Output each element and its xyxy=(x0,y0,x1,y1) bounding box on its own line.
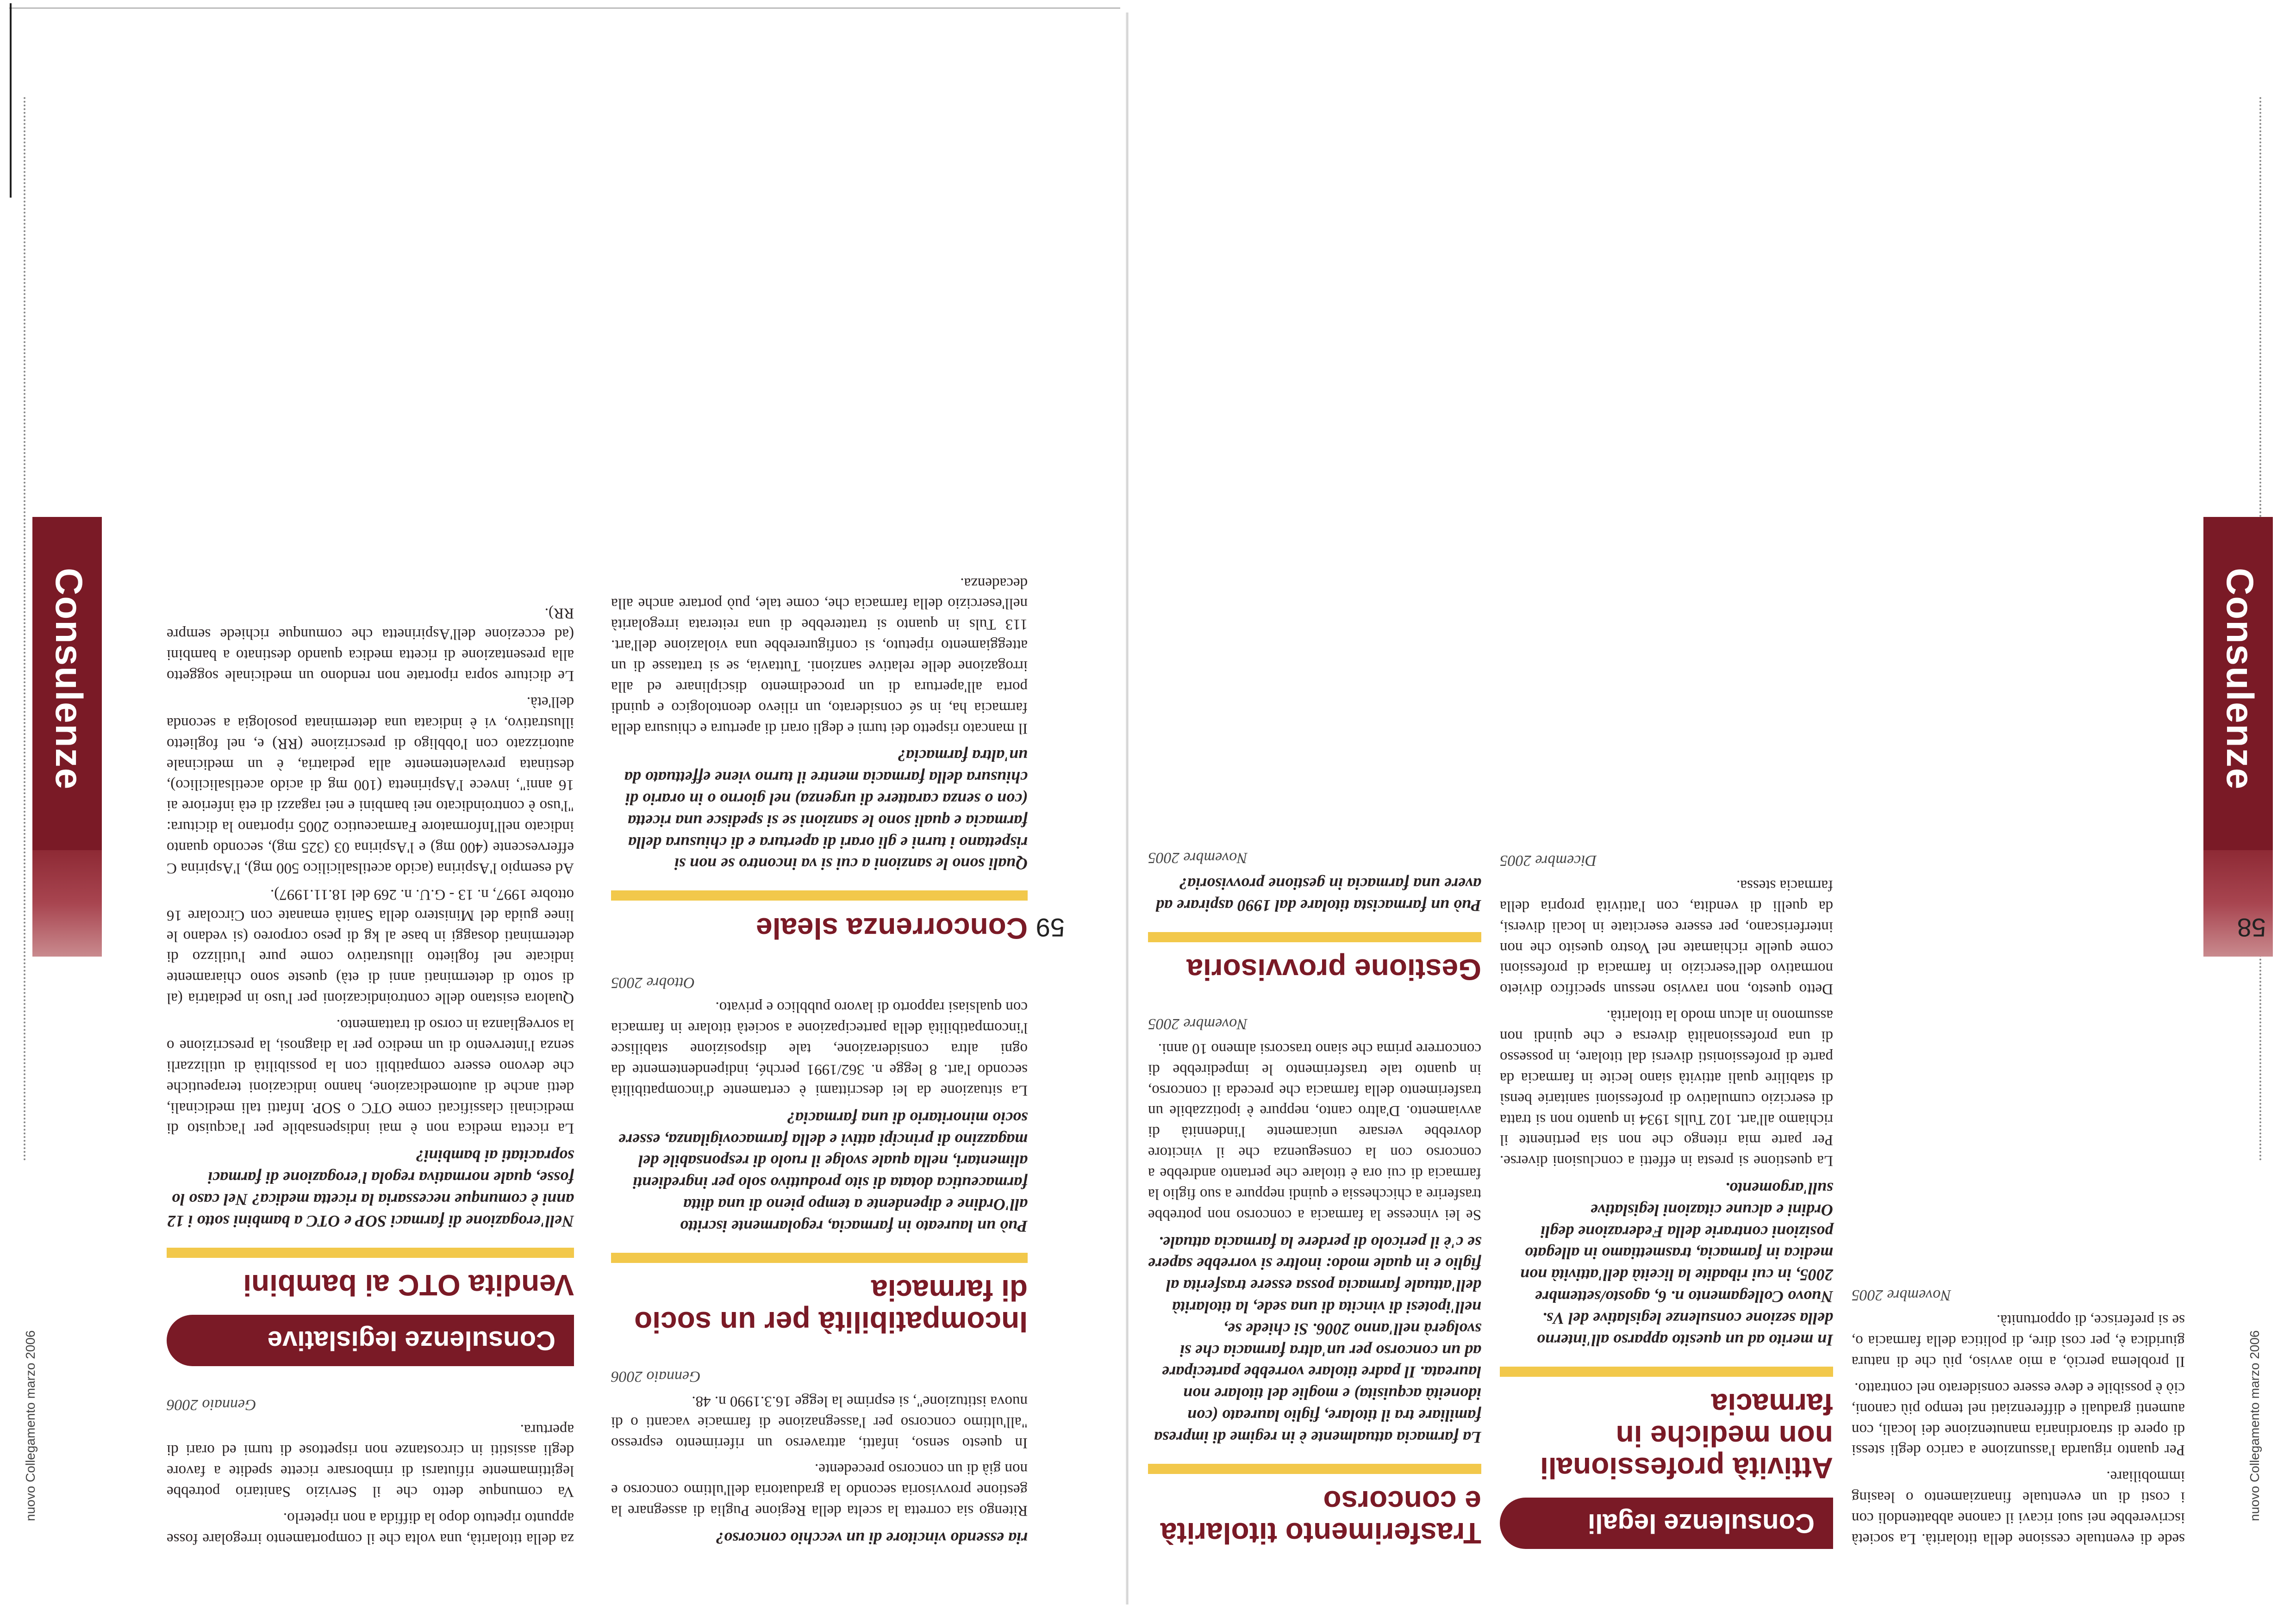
paragraph: Per quanto riguarda l'assunzione a carico degli stessi di opere di straordinaria manutenzione dei locali, con aumenti graduali e differenziati nel tempo più canoni, ciò è possibile e deve essere considerato nel contratto. xyxy=(1852,1379,2185,1459)
column-2 xyxy=(1500,822,1833,1549)
running-head: nuovo Collegamento marzo 2006 xyxy=(23,1330,37,1521)
scan-mark xyxy=(10,3,12,198)
title-accent-bar xyxy=(167,1248,574,1258)
paragraph: La ricetta medica non è mai indispensabile per l'acquisto di medicinali classificati come OTC o SOP. Infatti tali medicinali, detti anche di automedicazione, hanno indicazioni terapeutiche che devono essere compatibili con la possibilità di utilizzarli senza l'intervento di un medico per la diagnosi, la prescrizione o la sorveglianza in corso di trattamento. xyxy=(167,1016,574,1137)
dotted-rule xyxy=(24,96,25,1160)
section-banner: Consulenze legali xyxy=(1500,1498,1833,1549)
paragraph: Le diciture sopra riportate non rendono un medicinale soggetto alla presentazione di ricetta medica quando destinato a bambini (ad eccezione dell'Aspirinetta che comunque richiede sempre RR). xyxy=(167,605,574,684)
article-question: La farmacia attualmente è in regime di impresa familiare tra il titolare, figlio laureato (con idoneità acquisita) e moglie del titolare non laureata. Il padre titolare vorrebbe partecipare ad un concorso per un'altra farmacia che si svolgerà nell'anno 2006. Si chiede se, nell'ipotesi di vincita di una sede, la titolarità dell'attuale farmacia possa essere trasferita al figlio e in quale modo: inoltre si vorrebbe sapere se c'è il pericolo di perdere la farmacia attuale. xyxy=(1148,1233,1481,1447)
column-1 xyxy=(1852,1256,2185,1549)
article-date: Ottobre 2005 xyxy=(611,974,695,991)
article-title: Gestione provvisoria xyxy=(1186,952,1481,986)
paragraph: In questo senso, infatti, attraverso un riferimento espresso "all'ultimo concorso per l'assegnazione di farmacie vacanti o di nuova istituzione", si esprime la legge 16.3.1990 n. 48. xyxy=(611,1393,1028,1451)
section-tab xyxy=(2203,517,2273,957)
running-head: nuovo Collegamento marzo 2006 xyxy=(2247,1330,2262,1521)
article-title: Attività professionali non mediche in farmacia xyxy=(1540,1387,1833,1485)
title-accent-bar xyxy=(611,890,1028,901)
paragraph: Detto questo, non ravviso nessun specifico divieto normativo dell'esercizio in farmacia di professioni come quelle richiamate nel Vostro quesito che non interferiscano, per essere esercitate in locali diversi, da quelli di vendita, con l'attività propria della farmacia stessa. xyxy=(1500,877,1833,998)
article-title: Trasferimento titolarità e concorso xyxy=(1160,1484,1481,1550)
page-58 xyxy=(1139,0,2287,1623)
article-title: Concorrenza sleale xyxy=(756,911,1028,945)
article-question: Quali sono le sanzioni a cui si va incontro se non si rispettano i turni e gli orari di apertura e di chiusura della farmacia e quali sono le sanzioni se si spedisce una ricetta (con o senza carattere di urgenza) nel giorno o in orario di chiusura della farmacia mentre il turno viene effettuato da un'altra farmacia? xyxy=(624,746,1028,874)
paragraph: Il mancato rispetto dei turni e degli orari di apertura e chiusura della farmacia ha, in sé considerato, un rilievo deontologico e quindi porta all'apertura di un procedimento disciplinare ed alla irrogazione delle relative sanzioni. Tuttavia, se si trattasse di un atteggiamento ripetuto, si configurerebbe una violazione dell'art. 113 Tuls in quanto si tratterebbe di una reiterata irregolarità nell'esercizio della farmacia che, come tale, può portare anche alla decadenza. xyxy=(611,574,1028,737)
paragraph: sede di eventuale cessione della titolarità. La società iscriverebbe nei suoi ricavi il canone abbattendoli con i costi di un eventuale finanziamento o leasing immobiliare. xyxy=(1852,1468,2185,1547)
paragraph: Ritengo sia corretta la scelta della Regione Puglia di assegnare la gestione provvisoria secondo la graduatoria dell'ultimo concorso e non già di un concorso precedente. xyxy=(611,1461,1028,1519)
section-banner: Consulenze legislative xyxy=(167,1315,574,1366)
section-thumbnail xyxy=(32,850,102,957)
paragraph: Il problema perciò, a mio avviso, più che di natura giuridica è, per così dire, di politica della farmacia o, se si preferisce, di opportunità. xyxy=(1852,1312,2185,1370)
paragraph: Qualora esistano delle controindicazioni per l'uso in pediatria (al di sotto di determinati anni di età) queste sono chiaramente indicate nel foglietto illustrativo come pure l'utilizzo di determinati dosaggi in base al kg di peso corporeo (si vedano le linee guida del Ministero della Sanità emanate con Circolare 16 ottobre 1997, n. 13 - G.U. n. 269 del 18.11.1997). xyxy=(167,886,574,1007)
article-question: In merito ad un quesito apparso all'interno della sezione consulenze legislative del Vs. Nuovo Collegamento n. 6, agosto/settembre 2005, in cui ribadite la liceità dell'attività non medica in farmacia, trasmettiamo in allegato posizioni contrarie della Federazione degli Ordini e alcune citazioni legislative sull'argomento. xyxy=(1520,1179,1833,1349)
paragraph: La questione si presta in effetti a conclusioni diverse. Per parte mia ritengo che non sia pertinente il richiamo all'art. 102 Tulls 1934 in quanto non si tratta di esercizio cumulativo di professioni sanitarie bensì di stabilire quali attività siano lecite in farmacia da parte di professionisti diversi dal titolare, in possesso di una professionalità diversa e che quindi non assumono in alcun modo la titolarità. xyxy=(1500,1007,1833,1169)
article-date: Gennaio 2006 xyxy=(611,1368,701,1385)
section-label: Consulenze xyxy=(2219,567,2261,790)
title-accent-bar xyxy=(1500,1367,1833,1377)
page-fold xyxy=(1126,12,1129,1604)
article-date: Novembre 2005 xyxy=(1148,849,1248,867)
page-number: 59 xyxy=(1036,913,1065,942)
paragraph: Va comunque detto che il Servizio Sanitario potrebbe legittimamente rifiutarsi di rimborsare ricette spedite a favore degli assistiti in circostanze non rispettose di turni ed orari di apertura. xyxy=(167,1421,574,1500)
title-accent-bar xyxy=(1148,1464,1481,1474)
title-accent-bar xyxy=(1148,932,1481,942)
page-59 xyxy=(9,0,1120,1623)
column-3 xyxy=(1148,819,1481,1549)
column-2 xyxy=(167,597,574,1549)
section-label: Consulenze xyxy=(48,567,90,790)
title-accent-bar xyxy=(611,1253,1028,1263)
article-title: Incompatibilità per un socio di farmacia xyxy=(634,1273,1028,1339)
section-tab xyxy=(32,517,102,957)
article-title: Vendita OTC ai bambini xyxy=(243,1268,574,1302)
paragraph: Ad esempio l'Aspirina (acido acetilsalicilico 500 mg), l'Aspirina C effervescente (400 mg) e l'Aspirina 03 (325 mg), secondo quanto indicato nell'Informatore Farmaceutico 2005 riportano la dicitura: "l'uso è controindicato nei bambini e nei ragazzi di età inferiore ai 16 anni", invece l'Aspirinetta (100 mg di acido acetilsalicilico), destinata prevalentemente alla pediatria, è un medicinale autorizzato con l'obbligo di prescrizione (RR) e, nel foglietto illustrativo, vi è indicata una determinata posologia a seconda dell'età. xyxy=(167,693,574,877)
page-edge-line xyxy=(9,7,1120,9)
article-date: Novembre 2005 xyxy=(1148,1015,1248,1032)
paragraph: Se lei vincesse la farmacia a concorso non potrebbe trasferire a chicchessia e quindi neppure a suo figlio la farmacia di cui ora è titolare che pertanto andrebbe a concorso con la conseguenza che il vincitore dovrebbe versare unicamente l'indennità di avviamento. D'altro canto, neppure è ipotizzabile un trasferimento della farmacia che preceda il concorso, in quanto tale trasferimento le impedirebbe di concorrere prima che siano trascorsi almeno 10 anni. xyxy=(1148,1040,1481,1223)
article-question: Nell'erogazione di farmaci SOP e OTC a bambini sotto i 12 anni è comunque necessaria la ricetta medica? Nel caso lo fosse, quale normativa regola l'erogazione di farmaci sopracitati ai bambini? xyxy=(167,1147,574,1231)
page-number: 58 xyxy=(2237,913,2266,942)
column-1 xyxy=(611,567,1028,1549)
paragraph: za della titolarità, una volta che il comportamento irregolare fosse appunto ripetuto dopo la diffida a non ripeterlo. xyxy=(167,1510,574,1547)
article-date: Novembre 2005 xyxy=(1852,1287,1951,1304)
article-date: Dicembre 2005 xyxy=(1500,852,1597,870)
article-question: Può un laureato in farmacia, regolarmente iscritto all'Ordine e dipendente a tempo pieno di una ditta farmaceutica dotata di sito produttivo solo per ingredienti alimentari, nella quale svolge il ruolo di responsabile del magazzino di principi attivi e della farmacovigilanza, essere socio minoritario di una farmacia? xyxy=(618,1108,1028,1236)
article-question: ria essendo vincitore di un vecchio concorso? xyxy=(716,1529,1028,1548)
article-date: Gennaio 2006 xyxy=(167,1396,256,1413)
paragraph: La situazione da lei descrittami è certamente d'incompatibilità secondo l'art. 8 legge n. 362/1991 perché, indipendentemente da ogni altra considerazione, tale disposizione stabilisce l'incompatibilità della partecipazione a società titolare in farmacia con qualsiasi rapporto di lavoro pubblico e privato. xyxy=(611,999,1028,1099)
article-question: Può un farmacista titolare dal 1990 aspirare ad avere una farmacia in gestione provvisoria? xyxy=(1155,875,1481,915)
